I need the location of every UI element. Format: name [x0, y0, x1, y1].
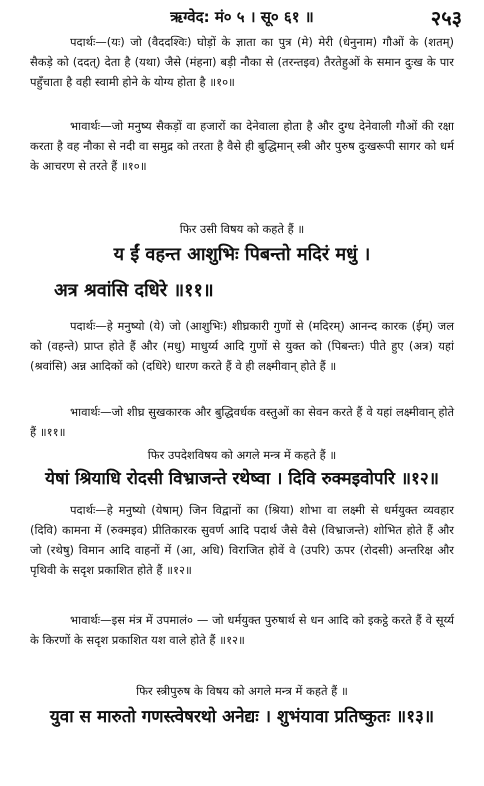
padartha-paragraph-10: पदार्थः—(यः) जो (वैददश्विः) घोड़ों के ज्ञाता का पुत्र (मे) मेरी (धेनुनाम) गौओं के (शतम्) सैकड़े को (ददत्) देता है (यथा) जैसे (मंहना) बड़ी नौका से (तरन्तइव) तैरतेहुओं के समान दुःख के पार पहुँचाता है वही स्वामी होने के योग्य होता है ॥१०॥: [30, 35, 454, 89]
page-number: २५३: [430, 6, 462, 30]
padartha-paragraph-11: पदार्थः—हे मनुष्यो (ये) जो (आशुभिः) शीघ्रकारी गुणों से (मदिरम्) आनन्द कारक (ईम्) जल को (वहन्ते) प्राप्त होते हैं और (मधु) माधुर्य्य आदि गुणों से युक्त को (पिबन्तः) पीते हुए (अत्र) यहां (श्रवांसि) अन्न आदिकों को (दधिरे) धारण करते हैं वे ही लक्ष्मीवान् होते हैं ॥: [30, 319, 454, 373]
mantra-11-line-1: य ईं वहन्त आशुभिः पिबन्तो मदिरं मधुं ।: [113, 244, 371, 265]
mantra-12: येषां श्रियाधि रोदसी विभ्राजन्ते रथेष्वा । दिवि रुक्मइवोपरि ॥१२॥: [45, 469, 439, 489]
bhavartha-paragraph-11: भावार्थः—जो शीघ्र सुखकारक और बुद्धिवर्धक वस्तुओं का सेवन करते हैं वे यहां लक्ष्मीवान् होते हैं ॥११॥: [30, 405, 454, 439]
context-note-13: फिर स्त्रीपुरुष के विषय को अगले मन्त्र में कहते हैं ॥: [136, 684, 348, 698]
mantra-11-line-2: अत्र श्रवांसि दधिरे ॥११॥: [54, 280, 214, 301]
mantra-13: युवा स मारुतो गणस्त्वेषरथो अनेद्यः । शुभंयावा प्रतिष्कुतः ॥१३॥: [49, 707, 435, 727]
context-note-12: फिर उपदेशविषय को अगले मन्त्र में कहते हैं ॥: [147, 448, 337, 462]
running-title: ऋग्वेद: मं० ५ । सू० ६१ ॥: [170, 8, 314, 26]
bhavartha-paragraph-12: भावार्थः—इस मंत्र में उपमालं० — जो धर्मयुक्त पुरुषार्थ से धन आदि को इकट्ठे करते हैं वे सूर्य्य के किरणों के सदृश प्रकाशित यश वाले होते हैं ॥१२॥: [30, 613, 454, 647]
page-header: [0, 4, 484, 30]
padartha-paragraph-12: पदार्थः—हे मनुष्यो (येषाम्) जिन विद्वानों का (श्रिया) शोभा वा लक्ष्मी से धर्मयुक्त व्यवहार (दिवि) कामना में (रुक्मइव) प्रीतिकारक सुवर्ण आदि पदार्थ जैसे वैसे (विभ्राजन्ते) शोभित होते हैं और जो (रथेषु) विमान आदि वाहनों में (आ, अधि) विराजित होवें वे (उपरि) ऊपर (रोदसी) अन्तरिक्ष और पृथिवी के सदृश प्रकाशित होते हैं ॥१२॥: [30, 503, 454, 577]
context-note-11: फिर उसी विषय को कहते हैं ॥: [179, 222, 305, 236]
bhavartha-paragraph-10: भावार्थः—जो मनुष्य सैकड़ों वा हजारों का देनेवाला होता है और दुग्ध देनेवाली गौओं की रक्षा करता है वह नौका से नदी वा समुद्र को तरता है वैसे ही बुद्धिमान् स्त्री और पुरुष दुःखरूपी सागर को धर्म के आचरण से तरते हैं ॥१०॥: [30, 119, 454, 173]
